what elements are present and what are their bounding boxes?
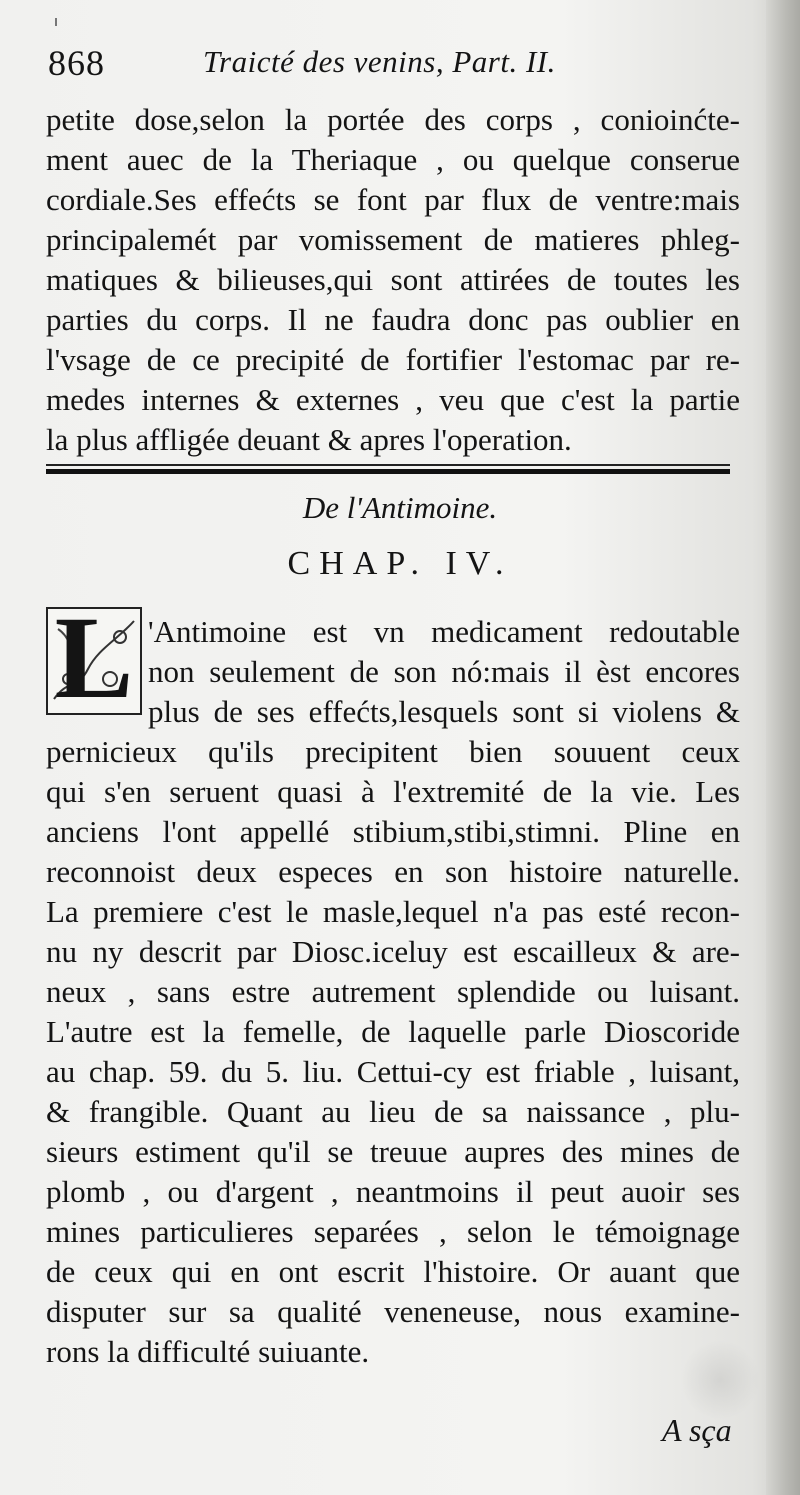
text-line: qui s'en seruent quasi à l'extremité de la vie. Les: [46, 774, 740, 809]
text-line: parties du corps. Il ne faudra donc pas oublier en: [46, 302, 740, 337]
text-line: La premiere c'est le masle,lequel n'a pas esté recon-: [46, 894, 740, 929]
page-number: 868: [48, 43, 105, 83]
text-line: l'vsage de ce precipité de fortifier l'estomac par re-: [46, 342, 740, 377]
text-line: ment auec de la Theriaque , ou quelque conserue: [46, 142, 740, 177]
text-line: neux , sans estre autrement splendide ou luisant.: [46, 974, 740, 1009]
text-line: nu ny descrit par Diosc.iceluy est escailleux & are-: [46, 934, 740, 969]
text-line: & frangible. Quant au lieu de sa naissance , plu-: [46, 1094, 740, 1129]
text-line: matiques & bilieuses,qui sont attirées de toutes les: [46, 262, 740, 297]
catchword: A sça: [662, 1412, 732, 1448]
text-line: rons la difficulté suiuante.: [46, 1334, 370, 1369]
text-line: pernicieux qu'ils precipitent bien souuent ceux: [46, 734, 740, 769]
decorated-initial: [46, 592, 142, 723]
text-line: petite dose,selon la portée des corps , conioinćte-: [46, 102, 740, 137]
page-header: [48, 40, 748, 90]
running-title: Traicté des venins, Part. II.: [203, 44, 556, 79]
text-line: au chap. 59. du 5. liu. Cettui-cy est friable , luisant,: [46, 1054, 740, 1089]
page-gutter-shadow: [766, 0, 800, 1495]
rule-thick: [46, 469, 730, 474]
text-line: de ceux qui en ont escrit l'histoire. Or auant que: [46, 1254, 740, 1289]
text-line: non seulement de son nó:mais il èst encores: [148, 654, 740, 689]
text-line: medes internes & externes , veu que c'est la partie: [46, 382, 740, 417]
rule-thin: [46, 464, 730, 466]
text-line: sieurs estiment qu'il se treuue aupres des mines de: [46, 1134, 740, 1169]
initial-letter: L: [54, 592, 134, 723]
chapter-rule: [46, 462, 730, 476]
text-line: la plus affligée deuant & apres l'operation.: [46, 422, 572, 457]
text-line: anciens l'ont appellé stibium,stibi,stimni. Pline en: [46, 814, 740, 849]
page-mark: [55, 18, 57, 26]
section-title: De l'Antimoine.: [302, 490, 498, 525]
chapter-title: CHAP. IV.: [287, 545, 513, 582]
text-line: plus de ses effećts,lesquels sont si violens &: [148, 694, 740, 729]
text-line: 'Antimoine est vn medicament redoutable: [148, 614, 740, 649]
text-line: disputer sur sa qualité veneneuse, nous examine-: [46, 1294, 740, 1329]
text-line: L'autre est la femelle, de laquelle parle Dioscoride: [46, 1014, 740, 1049]
text-line: plomb , ou d'argent , neantmoins il peut auoir ses: [46, 1174, 740, 1209]
text-line: principalemét par vomissement de matieres phleg-: [46, 222, 740, 257]
text-line: mines particulieres separées , selon le témoignage: [46, 1214, 740, 1249]
text-line: cordiale.Ses effećts se font par flux de ventre:mais: [46, 182, 740, 217]
text-line: reconnoist deux especes en son histoire naturelle.: [46, 854, 740, 889]
